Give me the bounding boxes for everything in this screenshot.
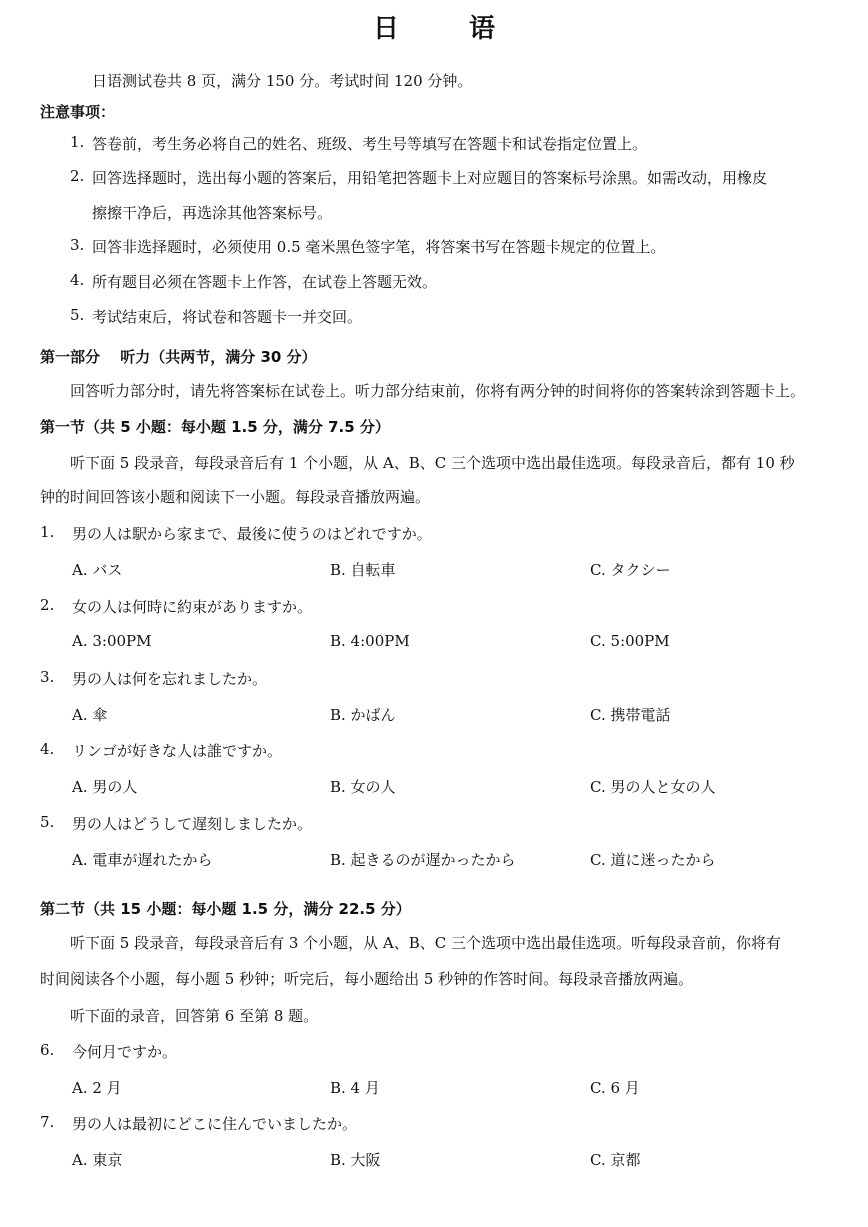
- option-b: B. 4 月: [330, 1079, 380, 1097]
- question-text: 女の人は何時に約束がありますか。: [72, 598, 313, 616]
- question-text: 男の人はどうして遅刻しましたか。: [72, 815, 313, 833]
- question-number: 5.: [40, 813, 55, 831]
- question-number: 6.: [40, 1041, 55, 1059]
- section1-heading: 第一节（共 5 小题：每小题 1.5 分，满分 7.5 分）: [40, 418, 390, 436]
- notice-item-num: 2.: [70, 167, 85, 185]
- question-number: 1.: [40, 523, 55, 541]
- question-number: 3.: [40, 668, 55, 686]
- question-text: 男の人は何を忘れましたか。: [72, 670, 268, 688]
- notice-item-num: 3.: [70, 236, 85, 254]
- section2-instruction-cont: 时间阅读各个小题，每小题 5 秒钟；听完后，每小题给出 5 秒钟的作答时间。每段录音播放两遍。: [40, 970, 694, 988]
- option-a: A. 男の人: [72, 778, 138, 796]
- section1-instruction: 听下面 5 段录音，每段录音后有 1 个小题，从 A、B、C 三个选项中选出最佳选项。每段录音后，都有 10 秒: [70, 454, 795, 472]
- part1-heading: 第一部分 听力（共两节，满分 30 分）: [40, 348, 317, 366]
- notice-item-num: 5.: [70, 306, 85, 324]
- option-a: A. 2 月: [72, 1079, 122, 1097]
- section2-heading: 第二节（共 15 小题：每小题 1.5 分，满分 22.5 分）: [40, 900, 411, 918]
- question-text: リンゴが好きな人は誰ですか。: [72, 742, 283, 760]
- notice-item-text: 回答非选择题时，必须使用 0.5 毫米黑色签字笔，将答案书写在答题卡规定的位置上。: [92, 238, 666, 256]
- notice-item-text: 回答选择题时，选出每小题的答案后，用铅笔把答题卡上对应题目的答案标号涂黑。如需改动，用橡皮: [92, 169, 768, 187]
- question-text: 男の人は駅から家まで、最後に使うのはどれですか。: [72, 525, 432, 543]
- exam-intro: 日语测试卷共 8 页，满分 150 分。考试时间 120 分钟。: [92, 72, 473, 90]
- section1-instruction-cont: 钟的时间回答该小题和阅读下一小题。每段录音播放两遍。: [40, 488, 431, 506]
- option-c: C. 5:00PM: [590, 632, 670, 650]
- option-c: C. 6 月: [590, 1079, 640, 1097]
- section2-listen-note: 听下面的录音，回答第 6 至第 8 题。: [70, 1007, 319, 1025]
- option-a: A. 東京: [72, 1151, 123, 1169]
- option-c: C. 道に迷ったから: [590, 851, 716, 869]
- question-number: 2.: [40, 596, 55, 614]
- notice-item-text-cont: 擦擦干净后，再选涂其他答案标号。: [92, 204, 333, 222]
- question-text: 男の人は最初にどこに住んでいましたか。: [72, 1115, 358, 1133]
- part1-instruction: 回答听力部分时，请先将答案标在试卷上。听力部分结束前，你将有两分钟的时间将你的答案转涂到答题卡上。: [70, 382, 806, 400]
- notice-item-text: 答卷前，考生务必将自己的姓名、班级、考生号等填写在答题卡和试卷指定位置上。: [92, 135, 648, 153]
- option-c: C. 男の人と女の人: [590, 778, 716, 796]
- notice-item-text: 所有题目必须在答题卡上作答，在试卷上答题无效。: [92, 273, 438, 291]
- option-a: A. 電車が遅れたから: [72, 851, 213, 869]
- option-c: C. タクシー: [590, 561, 671, 579]
- option-b: B. 女の人: [330, 778, 396, 796]
- option-c: C. 京都: [590, 1151, 641, 1169]
- option-b: B. 自転車: [330, 561, 396, 579]
- option-a: A. 傘: [72, 706, 108, 724]
- option-a: A. バス: [72, 561, 123, 579]
- section2-instruction: 听下面 5 段录音，每段录音后有 3 个小题，从 A、B、C 三个选项中选出最佳选项。听每段录音前，你将有: [70, 934, 782, 952]
- option-c: C. 携帯電話: [590, 706, 671, 724]
- question-number: 7.: [40, 1113, 55, 1131]
- page-title: 日 语: [372, 14, 517, 44]
- notice-item-num: 4.: [70, 271, 85, 289]
- notice-heading: 注意事项：: [40, 103, 116, 121]
- question-text: 今何月ですか。: [72, 1043, 178, 1061]
- option-b: B. 大阪: [330, 1151, 381, 1169]
- option-a: A. 3:00PM: [72, 632, 152, 650]
- notice-item-text: 考试结束后，将试卷和答题卡一并交回。: [92, 308, 363, 326]
- option-b: B. かばん: [330, 706, 396, 724]
- option-b: B. 起きるのが遅かったから: [330, 851, 516, 869]
- notice-item-num: 1.: [70, 133, 85, 151]
- question-number: 4.: [40, 740, 55, 758]
- option-b: B. 4:00PM: [330, 632, 410, 650]
